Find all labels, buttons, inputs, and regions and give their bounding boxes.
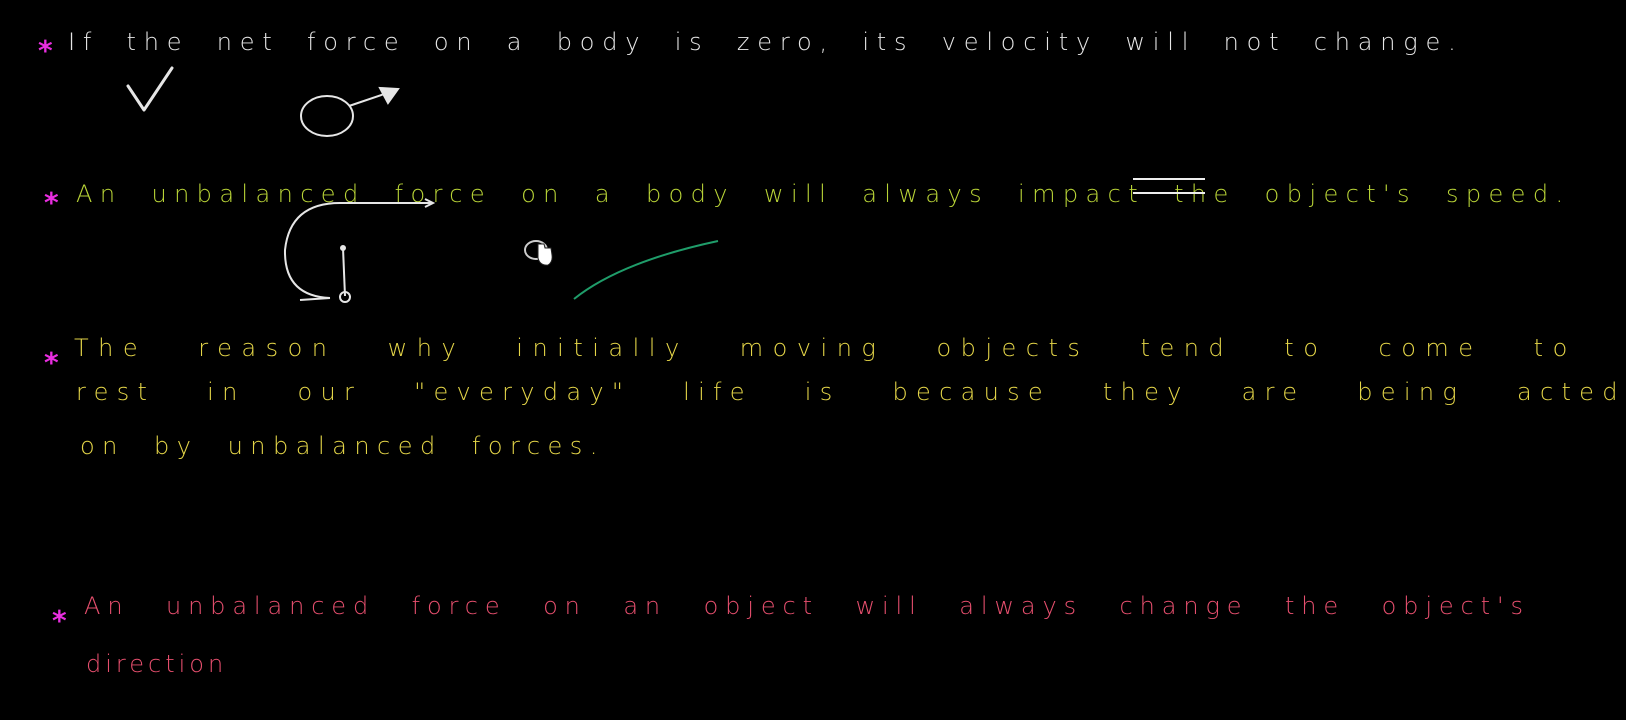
statement-3-line-1: The reason why initially moving objects tend to come to xyxy=(74,334,1577,362)
bullet-1: * xyxy=(38,34,53,67)
green-curve xyxy=(574,241,718,299)
statement-1-line-1: If the net force on a body is zero, its velocity will not change. xyxy=(68,28,1464,56)
bullet-2: * xyxy=(44,186,59,219)
bullet-4: * xyxy=(52,604,67,637)
checkmark-icon xyxy=(128,68,172,110)
pendulum-icon xyxy=(285,199,433,302)
statement-4-line-1: An unbalanced force on an object will always change the object's xyxy=(84,592,1530,620)
statement-3-line-2: rest in our "everyday" life is because they are being acted xyxy=(76,378,1626,406)
ball-arrow-icon xyxy=(301,88,398,136)
hand-cursor-icon xyxy=(525,241,552,265)
statement-4-line-2: direction xyxy=(86,650,228,678)
statement-3-line-3: on by unbalanced forces. xyxy=(80,432,605,460)
bullet-3: * xyxy=(44,346,59,379)
statement-2-line-1: An unbalanced force on a body will always impact the object's speed. xyxy=(76,180,1571,208)
